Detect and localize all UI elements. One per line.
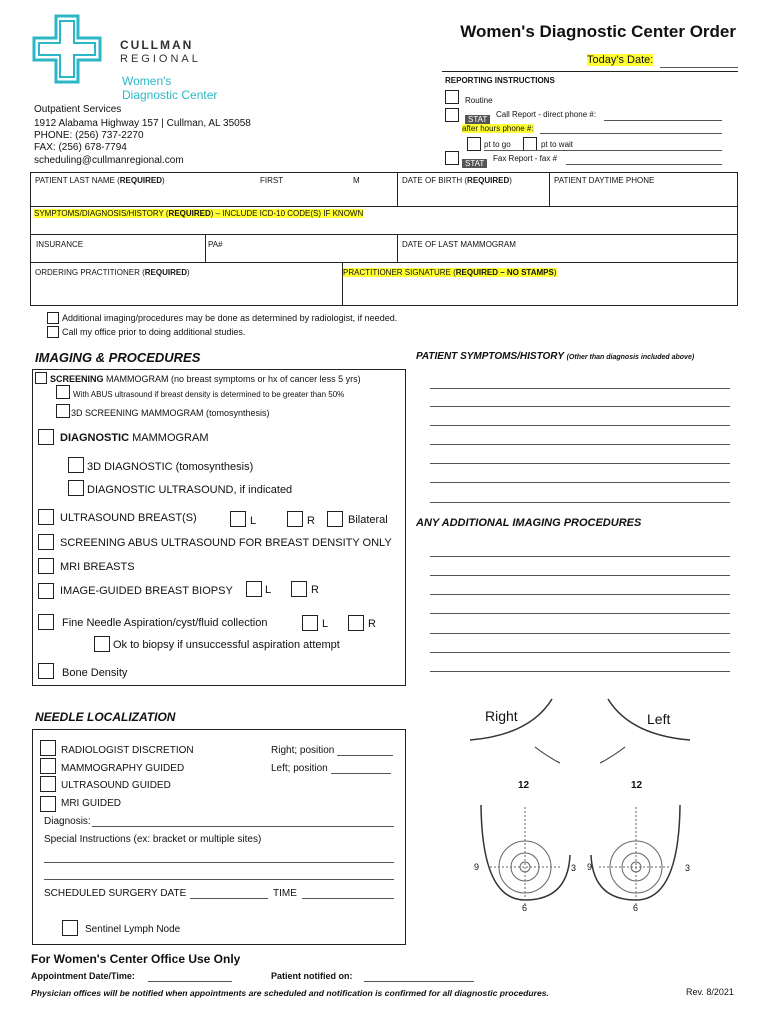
todays-date-label: Today's Date: (587, 54, 654, 66)
ok-biopsy-checkbox[interactable] (94, 636, 110, 652)
first-name-label: FIRST (260, 176, 284, 185)
surgery-date-line[interactable] (190, 898, 268, 899)
diagram-left-12: 12 (631, 780, 643, 791)
sentinel-label: Sentinel Lymph Node (85, 924, 181, 935)
footer-notice: Physician offices will be notified when appointments are scheduled and notification is confirmed for all diagnostic procedures. (31, 988, 549, 998)
contact-email: scheduling@cullmanregional.com (34, 155, 184, 166)
fna-label: Fine Needle Aspiration/cyst/fluid collection (62, 617, 268, 629)
diagram-right-9: 9 (474, 862, 480, 872)
call-report-line[interactable] (604, 120, 722, 121)
appointment-label: Appointment Date/Time: (31, 971, 135, 981)
breast-diagram[interactable] (440, 695, 740, 925)
special-line-2[interactable] (44, 879, 394, 880)
fax-report-line[interactable] (566, 164, 722, 165)
abus-label: With ABUS ultrasound if breast density is determined to be greater than 50% (73, 390, 345, 399)
logo-sub-line2: Diagnostic Center (122, 88, 218, 102)
special-line-1[interactable] (44, 862, 394, 863)
patient-last-name-label: PATIENT LAST NAME (REQUIRED) (35, 176, 165, 185)
contact-address: 1912 Alabama Highway 157 | Cullman, AL 35058 (34, 118, 251, 129)
pa-label: PA# (208, 240, 223, 249)
call-office-label: Call my office prior to doing additional studies. (62, 327, 246, 337)
last-mammogram-label: DATE OF LAST MAMMOGRAM (402, 240, 516, 249)
us-breast-l-label: L (250, 515, 257, 527)
screening-3d-checkbox[interactable] (56, 404, 70, 418)
after-hours-label: after hours phone #: (462, 124, 534, 133)
cross-logo-icon (30, 12, 106, 86)
cullman-logo (30, 12, 230, 104)
routine-checkbox[interactable] (445, 90, 459, 104)
additional-line-6[interactable] (430, 652, 730, 653)
mammo-guided-label: MAMMOGRAPHY GUIDED (61, 763, 185, 774)
additional-line-4[interactable] (430, 613, 730, 614)
sentinel-checkbox[interactable] (62, 920, 78, 936)
call-office-checkbox[interactable] (47, 326, 59, 338)
additional-imaging-label: Additional imaging/procedures may be done as determined by radiologist, if needed. (62, 313, 398, 323)
biopsy-checkbox[interactable] (38, 583, 54, 599)
fna-checkbox[interactable] (38, 614, 54, 630)
reporting-top-line (442, 71, 738, 72)
time-label: TIME (273, 888, 297, 899)
radiologist-checkbox[interactable] (40, 740, 56, 756)
additional-line-3[interactable] (430, 594, 730, 595)
us-guided-label: ULTRASOUND GUIDED (61, 780, 171, 791)
bone-density-label: Bone Density (62, 667, 128, 679)
pt-to-go-checkbox[interactable] (467, 137, 481, 151)
additional-imaging-checkbox[interactable] (47, 312, 59, 324)
symptoms-history-heading: PATIENT SYMPTOMS/HISTORY (Other than diagnosis included above) (416, 351, 695, 362)
additional-imaging-heading: ANY ADDITIONAL IMAGING PROCEDURES (416, 517, 642, 529)
diagnostic-mammogram-checkbox[interactable] (38, 429, 54, 445)
abus-checkbox[interactable] (56, 385, 70, 399)
mri-checkbox[interactable] (38, 558, 54, 574)
us-guided-checkbox[interactable] (40, 776, 56, 792)
diagram-left-9: 9 (587, 862, 593, 872)
form-title: Women's Diagnostic Center Order (460, 22, 736, 41)
symptoms-line-7[interactable] (430, 502, 730, 503)
biopsy-r-label: R (311, 584, 319, 596)
diagram-right-label: Right (485, 708, 518, 724)
ok-biopsy-label: Ok to biopsy if unsuccessful aspiration attempt (113, 639, 340, 651)
left-position-label: Left; position (271, 763, 328, 774)
fna-l-checkbox[interactable] (302, 615, 318, 631)
contact-phone: PHONE: (256) 737-2270 (34, 130, 144, 141)
stat-badge-fax: STAT (462, 153, 487, 171)
call-report-label: Call Report - direct phone #: (496, 110, 597, 119)
us-breast-r-label: R (307, 515, 315, 527)
needle-heading: NEEDLE LOCALIZATION (35, 710, 176, 724)
radiologist-label: RADIOLOGIST DISCRETION (61, 745, 194, 756)
stat-fax-checkbox[interactable] (445, 151, 459, 165)
us-breast-label: ULTRASOUND BREAST(S) (60, 512, 197, 524)
mri-guided-checkbox[interactable] (40, 796, 56, 812)
mammo-guided-checkbox[interactable] (40, 758, 56, 774)
logo-brand-line2: REGIONAL (120, 53, 201, 65)
symptoms-line-1[interactable] (430, 388, 730, 389)
us-breast-l-checkbox[interactable] (230, 511, 246, 527)
additional-line-5[interactable] (430, 633, 730, 634)
logo-sub-line1: Women's (122, 74, 172, 88)
todays-date-line[interactable] (660, 67, 738, 68)
diagnostic-us-checkbox[interactable] (68, 480, 84, 496)
additional-line-2[interactable] (430, 575, 730, 576)
biopsy-l-label: L (265, 584, 272, 596)
bone-density-checkbox[interactable] (38, 663, 54, 679)
imaging-heading: IMAGING & PROCEDURES (35, 350, 201, 365)
middle-initial-label: M (353, 176, 360, 185)
symptoms-line-5[interactable] (430, 463, 730, 464)
diagram-right-12: 12 (518, 780, 530, 791)
surgery-date-label: SCHEDULED SURGERY DATE (44, 888, 187, 899)
dob-label: DATE OF BIRTH (REQUIRED) (402, 176, 512, 185)
right-position-label: Right; position (271, 745, 335, 756)
biopsy-l-checkbox[interactable] (246, 581, 262, 597)
fna-l-label: L (322, 618, 329, 630)
after-hours-line[interactable] (540, 133, 722, 134)
right-position-line[interactable] (337, 755, 393, 756)
patient-info-grid (30, 172, 738, 306)
notified-label: Patient notified on: (271, 971, 353, 981)
practitioner-signature-label: PRACTITIONER SIGNATURE (REQUIRED – NO STAMPS) (343, 268, 557, 277)
us-breast-r-checkbox[interactable] (287, 511, 303, 527)
mri-guided-label: MRI GUIDED (61, 798, 121, 809)
additional-line-1[interactable] (430, 556, 730, 557)
biopsy-r-checkbox[interactable] (291, 581, 307, 597)
time-line[interactable] (302, 898, 394, 899)
diagram-left-6: 6 (633, 903, 639, 913)
us-breast-bilateral-checkbox[interactable] (327, 511, 343, 527)
logo-brand-line1: CULLMAN (120, 38, 194, 52)
diagnostic-3d-label: 3D DIAGNOSTIC (tomosynthesis) (87, 461, 254, 473)
stat-badge-call: STAT (465, 109, 490, 127)
pt-wait-line (484, 150, 722, 151)
diagram-left-3: 3 (685, 863, 691, 873)
diagnostic-3d-checkbox[interactable] (68, 457, 84, 473)
pt-to-wait-checkbox[interactable] (523, 137, 537, 151)
contact-dept: Outpatient Services (34, 104, 122, 115)
pt-to-wait-label: pt to wait (541, 140, 574, 149)
symptoms-line-4[interactable] (430, 444, 730, 445)
special-instructions-label: Special Instructions (ex: bracket or multiple sites) (44, 834, 262, 845)
us-breast-bilateral-label: Bilateral (348, 514, 388, 526)
office-use-heading: For Women's Center Office Use Only (31, 952, 241, 966)
notified-line[interactable] (364, 981, 474, 982)
ordering-practitioner-label: ORDERING PRACTITIONER (REQUIRED) (35, 268, 190, 277)
us-breast-checkbox[interactable] (38, 509, 54, 525)
diagnostic-mammogram-label: DIAGNOSTIC MAMMOGRAM (60, 432, 209, 444)
diagram-left-label: Left (647, 711, 671, 727)
diagnosis-label: Diagnosis: (44, 816, 91, 827)
symptoms-line-3[interactable] (430, 425, 730, 426)
revision-label: Rev. 8/2021 (686, 987, 734, 997)
contact-fax: FAX: (256) 678-7794 (34, 142, 127, 153)
left-position-line[interactable] (331, 773, 391, 774)
diagram-right-3: 3 (571, 863, 577, 873)
mri-label: MRI BREASTS (60, 561, 135, 573)
screening-3d-label: 3D SCREENING MAMMOGRAM (tomosynthesis) (71, 408, 270, 418)
screening-abus-label: SCREENING ABUS ULTRASOUND FOR BREAST DENSITY ONLY (60, 537, 392, 549)
screening-abus-checkbox[interactable] (38, 534, 54, 550)
symptoms-line-2[interactable] (430, 406, 730, 407)
symptoms-label: SYMPTOMS/DIAGNOSIS/HISTORY (REQUIRED) – INCLUDE ICD-10 CODE(S) IF KNOWN (34, 209, 364, 218)
diagnostic-us-label: DIAGNOSTIC ULTRASOUND, if indicated (87, 484, 293, 496)
pt-to-go-label: pt to go (484, 140, 511, 149)
appointment-line[interactable] (148, 981, 232, 982)
reporting-heading: REPORTING INSTRUCTIONS (445, 76, 555, 85)
additional-line-7[interactable] (430, 671, 730, 672)
routine-label: Routine (465, 96, 493, 105)
fna-r-label: R (368, 618, 376, 630)
screening-mammogram-checkbox[interactable] (35, 372, 47, 384)
symptoms-line-6[interactable] (430, 482, 730, 483)
insurance-label: INSURANCE (36, 240, 84, 249)
daytime-phone-label: PATIENT DAYTIME PHONE (554, 176, 655, 185)
fna-r-checkbox[interactable] (348, 615, 364, 631)
biopsy-label: IMAGE-GUIDED BREAST BIOPSY (60, 585, 233, 597)
diagram-right-6: 6 (522, 903, 528, 913)
screening-mammogram-label: SCREENING MAMMOGRAM (no breast symptoms or hx of cancer less 5 yrs) (50, 374, 361, 384)
fax-report-label: Fax Report - fax # (493, 154, 558, 163)
stat-call-checkbox[interactable] (445, 108, 459, 122)
diagnosis-line[interactable] (92, 826, 394, 827)
